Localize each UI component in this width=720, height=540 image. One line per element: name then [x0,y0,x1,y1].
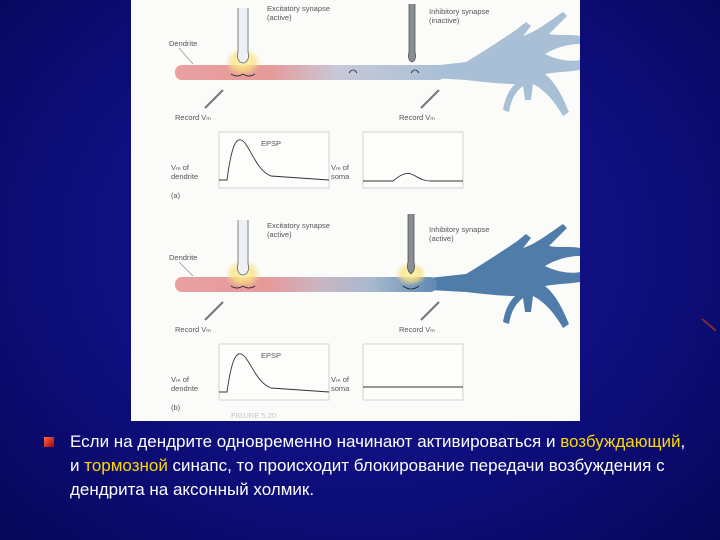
panel-a [169,4,580,200]
epsp-label-a: EPSP [261,139,282,148]
excitatory-synapse-a [237,8,248,63]
excitatory-label-a: Excitatory synapse [267,4,330,13]
panel-b [169,214,580,420]
excitatory-label-b: Excitatory synapse [267,221,330,230]
trace-right-label1-b: Vₘ of [331,375,350,384]
inhibitory-synapse-b [407,214,414,274]
trace-left-label2-b: dendrite [171,384,199,393]
trace-right-label2-a: soma [331,172,350,181]
trace-left-label1-a: Vₘ of [171,163,190,172]
decorative-line [701,318,716,331]
dendrite-pointer-a [179,48,193,64]
excitatory-synapse-b [237,220,248,275]
caption-part3: синапс, то происходит блокирование передачи возбуждения с дендрита на аксонный холмик. [70,456,665,499]
figure-number: FIGURE 5.20 [231,411,277,420]
slide-caption [70,430,690,502]
soma-a [431,12,580,116]
dendrite-pointer-b [179,262,193,276]
excitatory-state-b: (active) [267,230,292,239]
record-right-a: Record Vₘ [399,113,435,122]
record-right-b: Record Vₘ [399,325,435,334]
panel-label-b: (b) [171,403,181,412]
caption-part2: , и [70,432,686,475]
electrode-left-b [205,302,223,320]
inhibitory-state-a: (inactive) [429,16,460,25]
inhibitory-synapse-a [408,4,415,62]
trace-box-right-a [363,132,463,188]
inhibitory-label-b: Inhibitory synapse [429,225,490,234]
excitatory-state-a: (active) [267,13,292,22]
panel-label-a: (a) [171,191,181,200]
neuron-figure [131,0,580,421]
record-left-a: Record Vₘ [175,113,211,122]
caption-part1: Если на дендрите одновременно начинают активироваться и [70,432,561,451]
dendrite-label-b: Dendrite [169,253,198,262]
electrode-right-a [421,90,439,108]
trace-left-label2-a: dendrite [171,172,199,181]
bullet-icon [44,437,54,447]
record-left-b: Record Vₘ [175,325,211,334]
dendrite-a [175,65,445,80]
electrode-right-b [421,302,439,320]
inhibitory-state-b: (active) [429,234,454,243]
figure-svg [131,0,580,421]
electrode-left-a [205,90,223,108]
caption-highlight-inhibitory: тормозной [84,456,168,475]
trace-right-label1-a: Vₘ of [331,163,350,172]
trace-left-label1-b: Vₘ of [171,375,190,384]
inhibitory-label-a: Inhibitory synapse [429,7,490,16]
dendrite-label-a: Dendrite [169,39,198,48]
trace-box-right-b [363,344,463,400]
trace-right-label2-b: soma [331,384,350,393]
caption-highlight-excitatory: возбуждающий [560,432,681,451]
epsp-label-b: EPSP [261,351,282,360]
